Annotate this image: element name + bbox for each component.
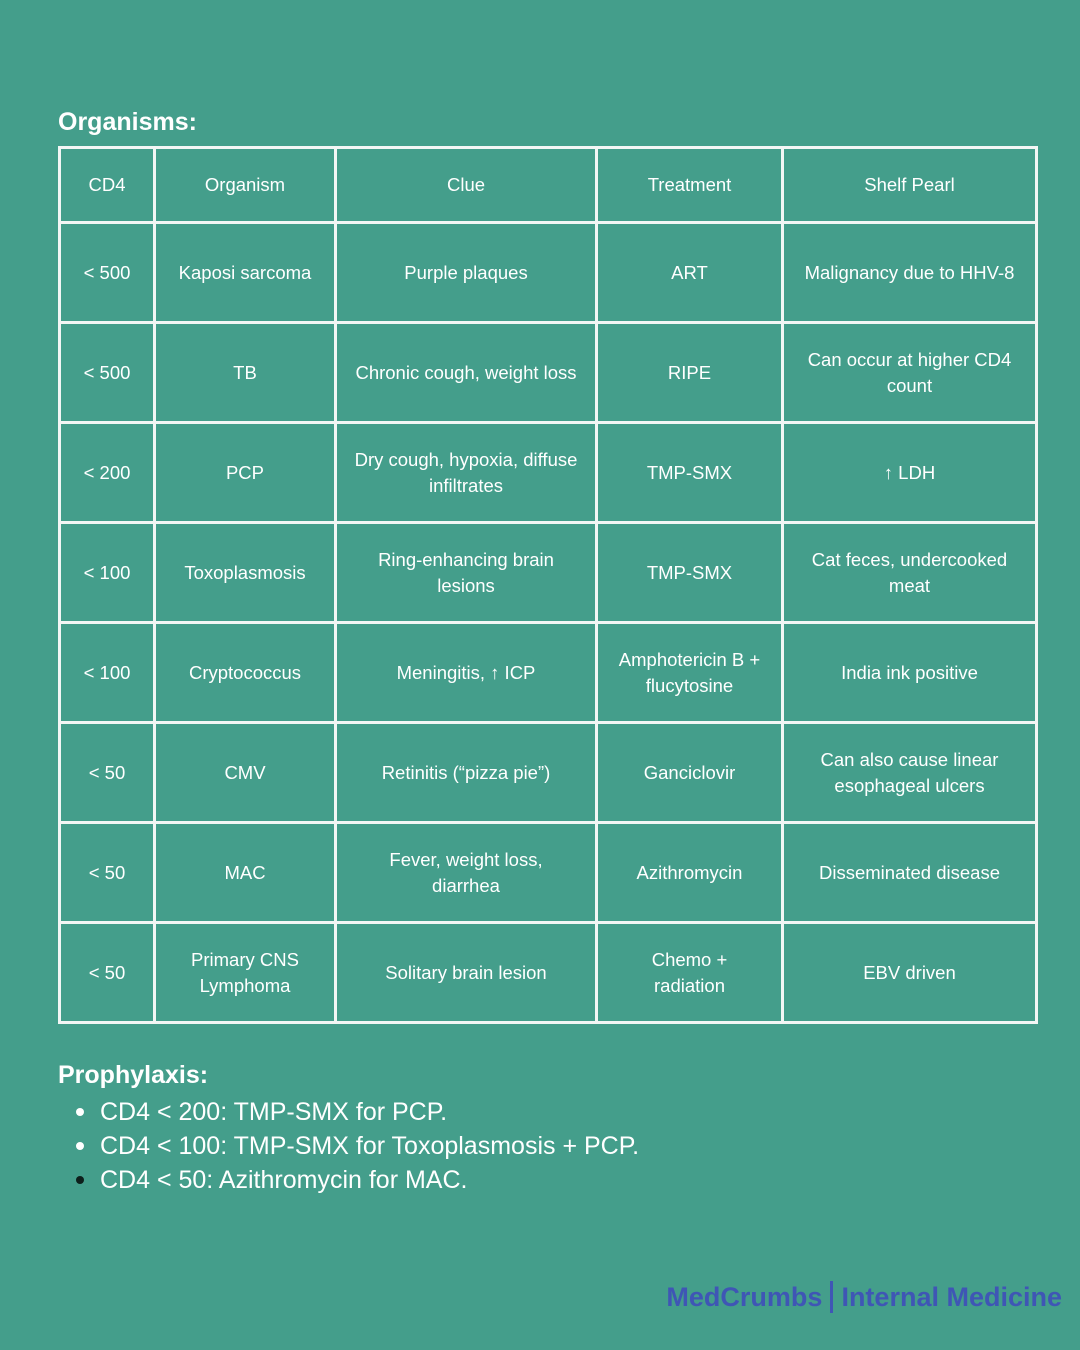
table-header-row — [60, 148, 1037, 223]
treatment-cell: Ganciclovir — [597, 723, 783, 823]
organism-cell: MAC — [155, 823, 336, 923]
column-header-organism: Organism — [155, 148, 336, 223]
organisms-heading: Organisms: — [58, 108, 197, 136]
list-item-text: CD4 < 100: TMP-SMX for Toxoplasmosis + PCP. — [100, 1132, 640, 1160]
cd4-cell: < 500 — [60, 323, 155, 423]
table-row — [60, 523, 1037, 623]
table-row — [60, 823, 1037, 923]
treatment-cell: ART — [597, 223, 783, 323]
prophylaxis-heading: Prophylaxis: — [58, 1061, 209, 1089]
cd4-cell: < 500 — [60, 223, 155, 323]
clue-cell: Chronic cough, weight loss — [336, 323, 597, 423]
clue-cell: Meningitis, ↑ ICP — [336, 623, 597, 723]
organism-cell: Cryptococcus — [155, 623, 336, 723]
treatment-cell: TMP-SMX — [597, 523, 783, 623]
cd4-cell: < 100 — [60, 623, 155, 723]
brand-name: MedCrumbs — [666, 1282, 823, 1312]
cd4-cell: < 50 — [60, 723, 155, 823]
shelf-pearl-cell: Disseminated disease — [783, 823, 1037, 923]
section-name: Internal Medicine — [841, 1282, 1062, 1312]
list-item — [58, 1163, 639, 1197]
bullet-icon — [76, 1142, 84, 1150]
cd4-cell: < 50 — [60, 823, 155, 923]
table-row — [60, 423, 1037, 523]
clue-cell: Dry cough, hypoxia, diffuse infiltrates — [336, 423, 597, 523]
bullet-icon — [76, 1176, 84, 1184]
organism-cell: CMV — [155, 723, 336, 823]
clue-cell: Fever, weight loss, diarrhea — [336, 823, 597, 923]
shelf-pearl-cell: Can also cause linear esophageal ulcers — [783, 723, 1037, 823]
column-header-shelf-pearl: Shelf Pearl — [783, 148, 1037, 223]
column-header-clue: Clue — [336, 148, 597, 223]
organism-cell: TB — [155, 323, 336, 423]
list-item-text: CD4 < 200: TMP-SMX for PCP. — [100, 1098, 448, 1126]
table-row — [60, 223, 1037, 323]
shelf-pearl-cell: India ink positive — [783, 623, 1037, 723]
shelf-pearl-cell: EBV driven — [783, 923, 1037, 1023]
organism-cell: PCP — [155, 423, 336, 523]
table-row — [60, 323, 1037, 423]
treatment-cell: TMP-SMX — [597, 423, 783, 523]
clue-cell: Ring-enhancing brain lesions — [336, 523, 597, 623]
treatment-cell: Azithromycin — [597, 823, 783, 923]
clue-cell: Retinitis (“pizza pie”) — [336, 723, 597, 823]
list-item — [58, 1095, 639, 1129]
organisms-table — [58, 146, 1038, 1024]
organism-cell: Toxoplasmosis — [155, 523, 336, 623]
column-header-treatment: Treatment — [597, 148, 783, 223]
clue-cell: Purple plaques — [336, 223, 597, 323]
shelf-pearl-cell: Can occur at higher CD4 count — [783, 323, 1037, 423]
organism-cell: Kaposi sarcoma — [155, 223, 336, 323]
shelf-pearl-cell: ↑ LDH — [783, 423, 1037, 523]
table-row — [60, 623, 1037, 723]
column-header-cd4: CD4 — [60, 148, 155, 223]
shelf-pearl-cell: Cat feces, undercooked meat — [783, 523, 1037, 623]
cd4-cell: < 200 — [60, 423, 155, 523]
treatment-cell: RIPE — [597, 323, 783, 423]
table-row — [60, 723, 1037, 823]
organism-cell: Primary CNS Lymphoma — [155, 923, 336, 1023]
footer-branding — [666, 1282, 1062, 1315]
treatment-cell: Amphotericin B + flucytosine — [597, 623, 783, 723]
list-item — [58, 1129, 639, 1163]
clue-cell: Solitary brain lesion — [336, 923, 597, 1023]
shelf-pearl-cell: Malignancy due to HHV-8 — [783, 223, 1037, 323]
bullet-icon — [76, 1108, 84, 1116]
prophylaxis-list — [58, 1095, 639, 1197]
table-row — [60, 923, 1037, 1023]
treatment-cell: Chemo + radiation — [597, 923, 783, 1023]
cd4-cell: < 100 — [60, 523, 155, 623]
list-item-text: CD4 < 50: Azithromycin for MAC. — [100, 1166, 468, 1194]
divider — [830, 1281, 833, 1313]
cd4-cell: < 50 — [60, 923, 155, 1023]
